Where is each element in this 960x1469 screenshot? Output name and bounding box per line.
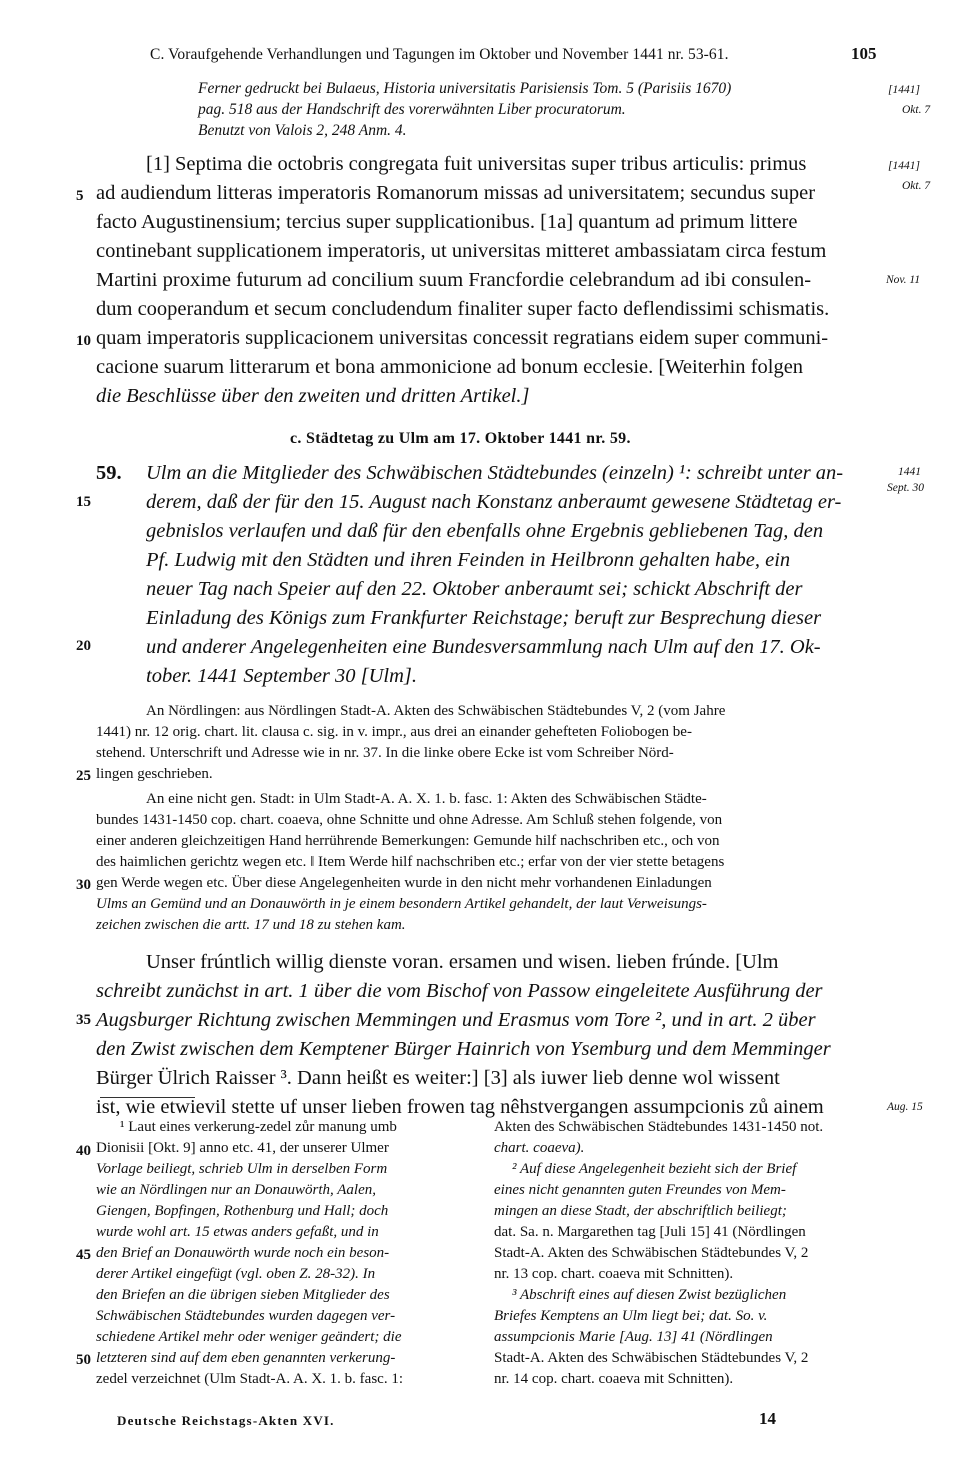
footnote-line: eines nicht genannten guten Freundes von Mem- <box>494 1182 786 1198</box>
source-line: 1441) nr. 12 orig. chart. lit. clausa c. sig. in v. impr., aus drei an einander gehefteten Foliobogen be- <box>96 724 692 740</box>
text-line: quam imperatoris supplicacionem universitas concessit regratians eidem super communi- <box>96 327 829 349</box>
text-line: continebant supplicationem imperatoris, ut universitas mitteret ambassiatam circa festum <box>96 240 827 262</box>
intro-note-line: Benutzt von Valois 2, 248 Anm. 4. <box>198 122 407 139</box>
regest-line: Pf. Ludwig mit den Städten und ihren Feinden in Heilbronn gehalten habe, ein <box>146 549 791 571</box>
margin-date: 1441 <box>898 466 921 478</box>
text-line: schreibt zunächst in art. 1 über die vom Bischof von Passow eingeleitete Ausführung der <box>96 980 823 1002</box>
footnote-line: Giengen, Bopfingen, Rothenburg und Hall; doch <box>96 1203 389 1219</box>
line-number: 30 <box>76 877 91 893</box>
text-line: die Beschlüsse über den zweiten und dritten Artikel.] <box>96 385 530 407</box>
page-number: 105 <box>851 44 877 63</box>
footnote-line: den Briefen an die übrigen sieben Mitglieder des <box>96 1287 390 1303</box>
regest-line: Ulm an die Mitglieder des Schwäbischen Städtebundes (einzeln) ¹: schreibt unter an- <box>146 462 844 484</box>
regest-line: und anderer Angelegenheiten eine Bundesversammlung nach Ulm auf den 17. Ok- <box>146 636 821 658</box>
footnote-line: ² Auf diese Angelegenheit bezieht sich der Brief <box>512 1161 797 1177</box>
footnote-line: den Brief an Donauwörth wurde noch ein beson- <box>96 1245 390 1261</box>
source-line: gen Werde wegen etc. Über diese Angelegenheiten wurde in den nicht mehr vorhandenen Einladungen <box>96 875 712 891</box>
footnote-line: dat. Sa. n. Margarethen tag [Juli 15] 41 (Nördlingen <box>494 1224 806 1240</box>
text-line: ist, wie etwievil stette uf unser lieben frowen tag nêhstvergangen assumpcionis zů ainem <box>96 1096 824 1118</box>
footnote-line: ¹ Laut eines verkerung-zedel zůr manung umb <box>120 1119 397 1135</box>
text-line: Unser frúntlich willig dienste voran. ersamen und wisen. lieben frúnde. [Ulm <box>146 951 779 973</box>
footnote-line: assumpcionis Marie [Aug. 13] 41 (Nördlingen <box>494 1329 773 1345</box>
footnote-line: Stadt-A. Akten des Schwäbischen Städtebundes V, 2 <box>494 1350 809 1366</box>
footnote-line: Vorlage beiliegt, schrieb Ulm in derselben Form <box>96 1161 388 1177</box>
source-line: stehend. Unterschrift und Adresse wie in nr. 37. In die linke obere Ecke ist vom Schreiber Nörd- <box>96 745 674 761</box>
line-number: 25 <box>76 768 91 784</box>
text-line: [1] Septima die octobris congregata fuit universitas super tribus articulis: primus <box>146 153 807 175</box>
margin-date: [1441] <box>888 160 920 172</box>
regest-line: derem, daß der für den 15. August nach Konstanz anberaumt gewesene Städtetag er- <box>146 491 842 513</box>
text-line: ad audiendum litteras imperatoris Romanorum missas ad universitatem; secundus super <box>96 182 816 204</box>
footnote-line: Stadt-A. Akten des Schwäbischen Städtebundes V, 2 <box>494 1245 809 1261</box>
source-line: lingen geschrieben. <box>96 766 213 782</box>
regest-line: tober. 1441 September 30 [Ulm]. <box>146 665 418 687</box>
line-number: 45 <box>76 1247 91 1263</box>
margin-date: Nov. 11 <box>886 274 921 286</box>
regest-line: gebnislos verlaufen und daß für den ebenfalls ohne Ergebnis gebliebenen Tag, den <box>146 520 824 542</box>
footnote-line: wurde wohl art. 15 etwas anders gefaßt, und in <box>96 1224 379 1240</box>
signature-mark: 14 <box>759 1409 776 1428</box>
text-line: Bürger Ülrich Raisser ³. Dann heißt es weiter:] [3] als iuwer lieb denne wol wissent <box>96 1067 780 1089</box>
text-line: facto Augustinensium; tercius super supplicationibus. [1a] quantum ad primum littere <box>96 211 798 233</box>
regest-number: 59. <box>96 462 122 484</box>
margin-date: Sept. 30 <box>887 482 925 494</box>
text-line: den Zwist zwischen dem Kemptener Bürger Hainrich von Ysemburg und dem Memminger <box>96 1038 831 1060</box>
footnote-line: nr. 13 cop. chart. coaeva mit Schnitten). <box>494 1266 734 1282</box>
margin-date: [1441] <box>888 84 920 96</box>
intro-note-line: Ferner gedruckt bei Bulaeus, Historia universitatis Parisiensis Tom. 5 (Parisiis 1670) <box>198 80 732 97</box>
footnote-line: ³ Abschrift eines auf diesen Zwist bezüglichen <box>512 1287 787 1303</box>
footnote-line: letzteren sind auf dem eben genannten verkerung- <box>96 1350 396 1366</box>
footnote-line: chart. coaeva). <box>494 1140 585 1156</box>
footnote-line: mingen an diese Stadt, der abschriftlich beiliegt; <box>494 1203 787 1219</box>
text-line: dum cooperandum et secum concludendum finaliter super facto deflendissimi schismatis. <box>96 298 830 320</box>
footnote-line: nr. 14 cop. chart. coaeva mit Schnitten). <box>494 1371 734 1387</box>
margin-date: Aug. 15 <box>887 1101 923 1113</box>
footnote-line: Dionisii [Okt. 9] anno etc. 41, der unserer Ulmer <box>96 1140 389 1156</box>
line-number: 10 <box>76 333 91 349</box>
source-line: An eine nicht gen. Stadt: in Ulm Stadt-A. A. X. 1. b. fasc. 1: Akten des Schwäbischen Städte- <box>146 791 707 807</box>
source-line: einer anderen gleichzeitigen Hand herrührende Bemerkungen: Gemunde hilf nachschriben etc., och von <box>96 833 720 849</box>
intro-note-line: pag. 518 aus der Handschrift des vorerwähnten Liber procuratorum. <box>198 101 626 118</box>
section-heading: c. Städtetag zu Ulm am 17. Oktober 1441 nr. 59. <box>290 430 631 447</box>
margin-date: Okt. 7 <box>902 104 931 116</box>
footnote-line: wie an Nördlingen nur an Donauwörth, Aalen, <box>96 1182 377 1198</box>
footnote-line: schiedene Artikel mehr oder weniger geändert; die <box>96 1329 402 1345</box>
text-line: cacione suarum litterarum et bona ammonicione ad bonum ecclesie. [Weiterhin folgen <box>96 356 804 378</box>
line-number: 15 <box>76 494 91 510</box>
text-line: Augsburger Richtung zwischen Memmingen und Erasmus vom Tore ², und in art. 2 über <box>96 1009 816 1031</box>
footnote-line: zedel verzeichnet (Ulm Stadt-A. A. X. 1. b. fasc. 1: <box>96 1371 403 1387</box>
source-line: des haimlichen gerichtz wegen etc. ‖ Item Werde hilf nachschriben etc.; erfar von der vier stette betagens <box>96 854 725 870</box>
footnote-line: Briefes Kemptens an Ulm liegt bei; dat. So. v. <box>494 1308 768 1324</box>
source-line: An Nördlingen: aus Nördlingen Stadt-A. Akten des Schwäbischen Städtebundes V, 2 (vom Jahre <box>146 703 726 719</box>
footnote-line: Akten des Schwäbischen Städtebundes 1431-1450 not. <box>494 1119 824 1135</box>
line-number: 40 <box>76 1143 91 1159</box>
source-line: zeichen zwischen die artt. 17 und 18 zu stehen kam. <box>96 917 406 933</box>
margin-date: Okt. 7 <box>902 180 931 192</box>
text-line: Martini proxime futurum ad concilium suum Francfordie celebrandum ad ibi consulen- <box>96 269 812 291</box>
running-header: C. Voraufgehende Verhandlungen und Tagungen im Oktober und November 1441 nr. 53-61. <box>150 46 729 63</box>
series-footer: Deutsche Reichstags-Akten XVI. <box>117 1413 335 1428</box>
source-line: bundes 1431-1450 cop. chart. coaeva, ohne Schnitte und ohne Adresse. Am Schluß stehen folgende, von <box>96 812 723 828</box>
line-number: 35 <box>76 1012 91 1028</box>
footnote-rule <box>100 1097 195 1098</box>
footnote-line: derer Artikel eingefügt (vgl. oben Z. 28-32). In <box>96 1266 376 1282</box>
line-number: 20 <box>76 638 91 654</box>
source-line: Ulms an Gemünd und an Donauwörth in je einem besondern Artikel gehandelt, der laut Verweisungs- <box>96 896 707 912</box>
regest-line: Einladung des Königs zum Frankfurter Reichstage; beruft zur Besprechung dieser <box>146 607 822 629</box>
line-number: 5 <box>76 188 84 204</box>
footnote-line: Schwäbischen Städtebundes wurden dagegen ver- <box>96 1308 396 1324</box>
line-number: 50 <box>76 1352 91 1368</box>
regest-line: neuer Tag nach Speier auf den 22. Oktober anberaumt sei; schickt Abschrift der <box>146 578 803 600</box>
